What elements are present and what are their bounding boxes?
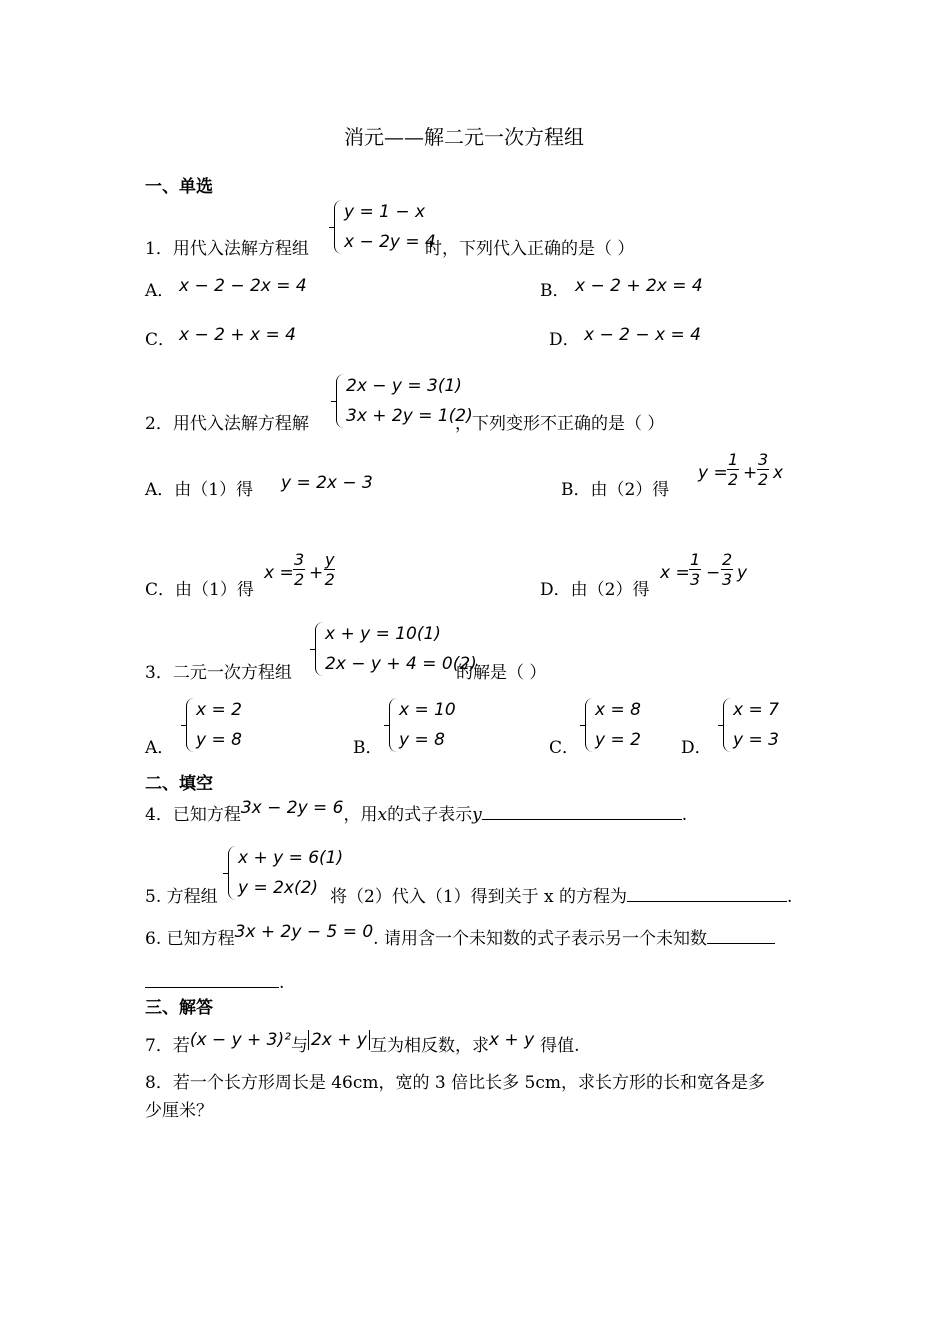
q2-option-b-operator: +	[743, 463, 758, 483]
q1-option-d-label: D．	[549, 330, 580, 350]
q2-option-c-fraction-1: $\frac{3}{2}$	[294, 550, 305, 589]
q6-answer-blank-2[interactable]	[145, 986, 279, 988]
q3-option-a-label: A．	[145, 738, 175, 758]
left-brace-icon	[334, 200, 343, 254]
left-brace-icon	[315, 622, 324, 676]
q2-option-b-tail: x	[773, 463, 784, 483]
q2-option-d-fraction-2: $\frac{2}{3}$	[722, 550, 733, 589]
q3-option-c-system	[585, 698, 645, 754]
left-brace-icon	[585, 698, 594, 752]
q3-option-b-eq2: y = 8	[399, 730, 445, 750]
q2-option-c-operator: +	[309, 563, 324, 583]
q3-eq2: 2x − y + 4 = 0(2)	[325, 654, 477, 674]
q3-option-a-eq2: y = 8	[196, 730, 242, 750]
left-brace-icon	[336, 374, 345, 428]
q5-stem-tail	[330, 889, 792, 906]
q6-post: . 请用含一个未知数的式子表示另一个未知数	[373, 929, 707, 949]
q4-mid2: 的式子表示	[387, 805, 473, 825]
q4-pre: 4．已知方程	[145, 805, 241, 825]
q1-option-a: x − 2 − 2x = 4	[179, 276, 307, 296]
q2-eq1: 2x − y = 3(1)	[346, 376, 462, 396]
q3-option-d-eq2: y = 3	[733, 730, 779, 750]
q2-option-b-fraction-2: $\frac{3}{2}$	[758, 450, 769, 489]
q6-stem-cont	[145, 975, 284, 992]
q4-var-x: x	[377, 805, 388, 825]
left-brace-icon	[186, 698, 195, 752]
q3-option-d-label: D．	[681, 738, 712, 758]
q7-end: 得值.	[540, 1036, 580, 1056]
q2-option-a: y = 2x − 3	[281, 473, 373, 493]
left-brace-icon	[228, 846, 237, 900]
q5-answer-blank[interactable]	[627, 900, 787, 902]
q3-option-c-eq1: x = 8	[595, 700, 641, 720]
q3-equation-system	[315, 622, 477, 678]
q7-expression-square: (x − y + 3)²	[189, 1030, 291, 1050]
q5-post: 将（2）代入（1）得到关于 x 的方程为	[330, 887, 628, 907]
q3-option-a-eq1: x = 2	[196, 700, 242, 720]
q3-option-d-system	[723, 698, 783, 754]
q4-end: .	[681, 805, 688, 825]
q4-stem	[145, 798, 688, 825]
q4-equation: 3x − 2y = 6	[240, 798, 344, 818]
q3-option-b-system	[389, 698, 459, 754]
q6-answer-blank-1[interactable]	[707, 942, 775, 944]
q1-option-c-label: C．	[145, 330, 176, 350]
q6-pre: 6. 已知方程	[145, 929, 235, 949]
q2-eq2: 3x + 2y = 1(2)	[346, 406, 473, 426]
left-brace-icon	[723, 698, 732, 752]
q2-option-c-fraction-2: $\frac{y}{2}$	[324, 550, 335, 589]
q6-end: .	[279, 973, 285, 993]
q4-mid1: ，用	[343, 805, 378, 825]
q7-expression-sum: x + y	[488, 1030, 535, 1050]
q2-option-d-operator: −	[706, 563, 721, 583]
q1-option-b-label: B．	[540, 281, 570, 301]
left-brace-icon	[389, 698, 398, 752]
q1-stem-tail: 时，下列代入正确的是（ ）	[425, 239, 635, 259]
q5-end: .	[787, 887, 793, 907]
q3-eq1: x + y = 10(1)	[325, 624, 441, 644]
q1-stem: 1．用代入法解方程组	[145, 239, 309, 259]
q5-equation-system	[228, 846, 344, 902]
q2-equation-system	[336, 374, 473, 430]
q3-stem-tail: 的解是（ ）	[456, 663, 547, 683]
q7-expression-abs	[308, 1030, 370, 1050]
q1-option-b: x − 2 + 2x = 4	[575, 276, 703, 296]
q3-option-c-eq2: y = 2	[595, 730, 641, 750]
q2-option-a-label: A．由（1）得	[145, 480, 254, 500]
q2-option-d-label: D．由（2）得	[540, 580, 650, 600]
q3-option-b-eq1: x = 10	[399, 700, 456, 720]
q1-eq1: y = 1 − x	[344, 202, 426, 222]
q2-option-d-fraction-1: $\frac{1}{3}$	[690, 550, 701, 589]
q2-stem-tail: ，下列变形不正确的是（ ）	[455, 414, 665, 434]
q6-equation: 3x + 2y − 5 = 0	[234, 922, 374, 942]
q1-eq2: x − 2y = 4	[344, 232, 436, 252]
section-heading-single-choice: 一、单选	[145, 177, 213, 197]
q3-stem: 3．二元一次方程组	[145, 663, 292, 683]
q2-option-b-label: B．由（2）得	[561, 480, 670, 500]
q3-option-a-system	[186, 698, 246, 754]
q4-answer-blank[interactable]	[482, 818, 682, 820]
q4-var-y: y	[472, 805, 482, 825]
q7-mid: 与	[290, 1036, 308, 1056]
q1-option-c: x − 2 + x = 4	[179, 325, 296, 345]
q2-option-c-label: C．由（1）得	[145, 580, 254, 600]
q2-option-c-lhs: x =	[264, 563, 294, 583]
q2-stem: 2．用代入法解方程解	[145, 414, 309, 434]
q2-option-d-lhs: x =	[660, 563, 690, 583]
q3-option-c-label: C．	[549, 738, 580, 758]
q1-equation-system	[334, 200, 434, 256]
q7-post: 互为相反数，求	[369, 1036, 489, 1056]
q5-eq1: x + y = 6(1)	[238, 848, 344, 868]
q2-option-b-lhs: y =	[698, 463, 728, 483]
page-title: 消元——解二元一次方程组	[344, 125, 584, 149]
q5-eq2: y = 2x(2)	[238, 878, 319, 898]
q3-option-b-label: B．	[353, 738, 383, 758]
q6-stem	[145, 922, 775, 949]
q8-line-2: 少厘米？	[145, 1101, 213, 1121]
q5-stem: 5. 方程组	[145, 887, 218, 907]
q2-option-b-fraction-1: $\frac{1}{2}$	[728, 450, 739, 489]
q2-option-d-tail: y	[737, 563, 748, 583]
q1-option-a-label: A．	[145, 281, 175, 301]
q7-pre: 7．若	[145, 1036, 190, 1056]
q7-abs-content: 2x + y	[310, 1030, 367, 1050]
q7-stem	[145, 1030, 580, 1056]
section-heading-solve: 三、解答	[145, 998, 213, 1018]
q8-line-1: 8．若一个长方形周长是 46cm，宽的 3 倍比长多 5cm，求长方形的长和宽各是多	[145, 1073, 765, 1093]
q1-option-d: x − 2 − x = 4	[584, 325, 701, 345]
section-heading-fill-in: 二、填空	[145, 774, 213, 794]
q3-option-d-eq1: x = 7	[733, 700, 779, 720]
